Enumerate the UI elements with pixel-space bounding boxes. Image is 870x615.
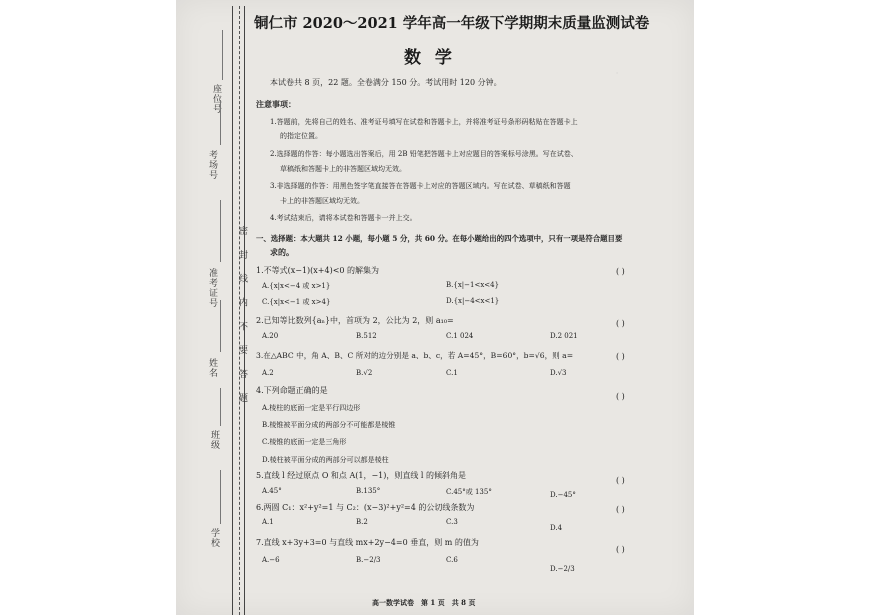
answer-paren: ( )	[616, 545, 625, 554]
option-d: D.4	[550, 524, 563, 532]
seat-label: 座位号	[211, 84, 221, 114]
answer-paren: ( )	[616, 476, 625, 485]
option-c: C.1 024	[446, 332, 474, 340]
question-stem: 7.直线 x+3y+3=0 与直线 mx+2y−4=0 垂直，则 m 的值为	[256, 538, 479, 547]
option-c: C.棱锥的底面一定是三角形	[262, 438, 347, 446]
option-a: A.{x|x<−4 或 x>1}	[262, 282, 331, 290]
question-stem: 5.直线 l 经过原点 O 和点 A(1，−1)，则直线 l 的倾斜角是	[256, 471, 467, 480]
option-a: A.2	[262, 369, 274, 377]
option-b: B.512	[356, 332, 377, 340]
page-footer: 高一数学试卷 第 1 页 共 8 页	[372, 598, 476, 607]
question-stem: 1.不等式(x−1)(x+4)<0 的解集为	[256, 266, 380, 275]
option-a: A.20	[262, 332, 279, 340]
question-stem: 3.在△ABC 中，角 A、B、C 所对的边分别是 a、b、c，若 A=45°，B=60°，b=√6，则 a=	[256, 351, 574, 360]
note-line: 1.答题前，先将自己的姓名、准考证号填写在试卷和答题卡上，并将准考证号条形码粘贴在答题卡上	[270, 118, 578, 126]
note-line: 2.选择题的作答：每小题选出答案后，用 2B 铅笔把答题卡上对应题目的答案标号涂黑。写在试卷、	[270, 150, 578, 158]
room-field-line	[220, 100, 221, 145]
binding-line	[232, 6, 233, 615]
ticket-label: 准考证号	[207, 268, 217, 308]
option-d: D.2 021	[550, 332, 578, 340]
option-b: B.135°	[356, 487, 381, 495]
seal-warning: 密 封 线 内 不 要 答 题	[237, 226, 247, 409]
option-d: D.−2/3	[550, 565, 575, 573]
exam-paper	[176, 0, 694, 615]
class-label: 班级	[209, 430, 219, 450]
option-c: C.6	[446, 556, 458, 564]
answer-paren: ( )	[616, 267, 625, 276]
option-b: B.−2/3	[356, 556, 381, 564]
question-stem: 4.下列命题正确的是	[256, 386, 328, 395]
option-b: B.2	[356, 518, 368, 526]
option-d: D.棱柱被平面分成的两部分可以都是棱柱	[262, 456, 389, 464]
note-line: 3.非选择题的作答：用黑色签字笔直接答在答题卡上对应的答题区域内。写在试卷、草稿纸和答题	[270, 182, 571, 190]
notes-heading: 注意事项：	[256, 99, 296, 109]
class-field-line	[220, 388, 221, 426]
bleed-through-text: ．	[616, 67, 623, 75]
option-a: A.−6	[262, 556, 280, 564]
option-c: C.{x|x<−1 或 x>4}	[262, 298, 331, 306]
option-a: A.1	[262, 518, 274, 526]
option-c: C.3	[446, 518, 458, 526]
subject-title: 数 学	[404, 48, 456, 68]
room-label: 考场号	[207, 150, 217, 180]
option-c: C.45°或 135°	[446, 488, 492, 496]
section-heading-cont: 求的。	[270, 247, 294, 257]
name-label: 姓名	[207, 358, 217, 378]
answer-paren: ( )	[616, 392, 625, 401]
exam-intro: 本试卷共 8 页，22 题。全卷满分 150 分。考试用时 120 分钟。	[270, 78, 502, 87]
option-a: A.棱柱的底面一定是平行四边形	[262, 404, 361, 412]
option-b: B.√2	[356, 369, 373, 377]
school-field-line	[220, 470, 221, 524]
note-line: 的指定位置。	[280, 132, 322, 140]
answer-paren: ( )	[616, 319, 625, 328]
option-a: A.45°	[262, 487, 282, 495]
seat-field-line	[222, 30, 223, 80]
option-d: D.{x|−4<x<1}	[446, 297, 500, 305]
answer-paren: ( )	[616, 352, 625, 361]
note-line: 4.考试结束后，请将本试卷和答题卡一并上交。	[270, 214, 417, 222]
option-d: D.√3	[550, 369, 567, 377]
option-b: B.棱锥被平面分成的两部分不可能都是棱锥	[262, 421, 396, 429]
option-c: C.1	[446, 369, 458, 377]
option-b: B.{x|−1<x<4}	[446, 281, 500, 289]
note-line: 草稿纸和答题卡上的非答题区域均无效。	[280, 165, 406, 173]
option-d: D.−45°	[550, 491, 576, 499]
school-label: 学校	[209, 528, 219, 548]
question-stem: 6.两圆 C₁：x²+y²=1 与 C₂：(x−3)²+y²=4 的公切线条数为	[256, 503, 475, 512]
ticket-field-line	[220, 200, 221, 262]
name-field-line	[220, 300, 221, 352]
exam-title: 铜仁市 2020～2021 学年高一年级下学期期末质量监测试卷	[254, 15, 650, 32]
answer-paren: ( )	[616, 505, 625, 514]
section-heading: 一、选择题：本大题共 12 小题，每小题 5 分，共 60 分。在每小题给出的四个选项中，只有一项是符合题目要	[256, 234, 623, 243]
note-line: 卡上的非答题区域均无效。	[280, 197, 364, 205]
question-stem: 2.已知等比数列{aₙ}中，首项为 2，公比为 2，则 a₁₀=	[256, 316, 454, 325]
